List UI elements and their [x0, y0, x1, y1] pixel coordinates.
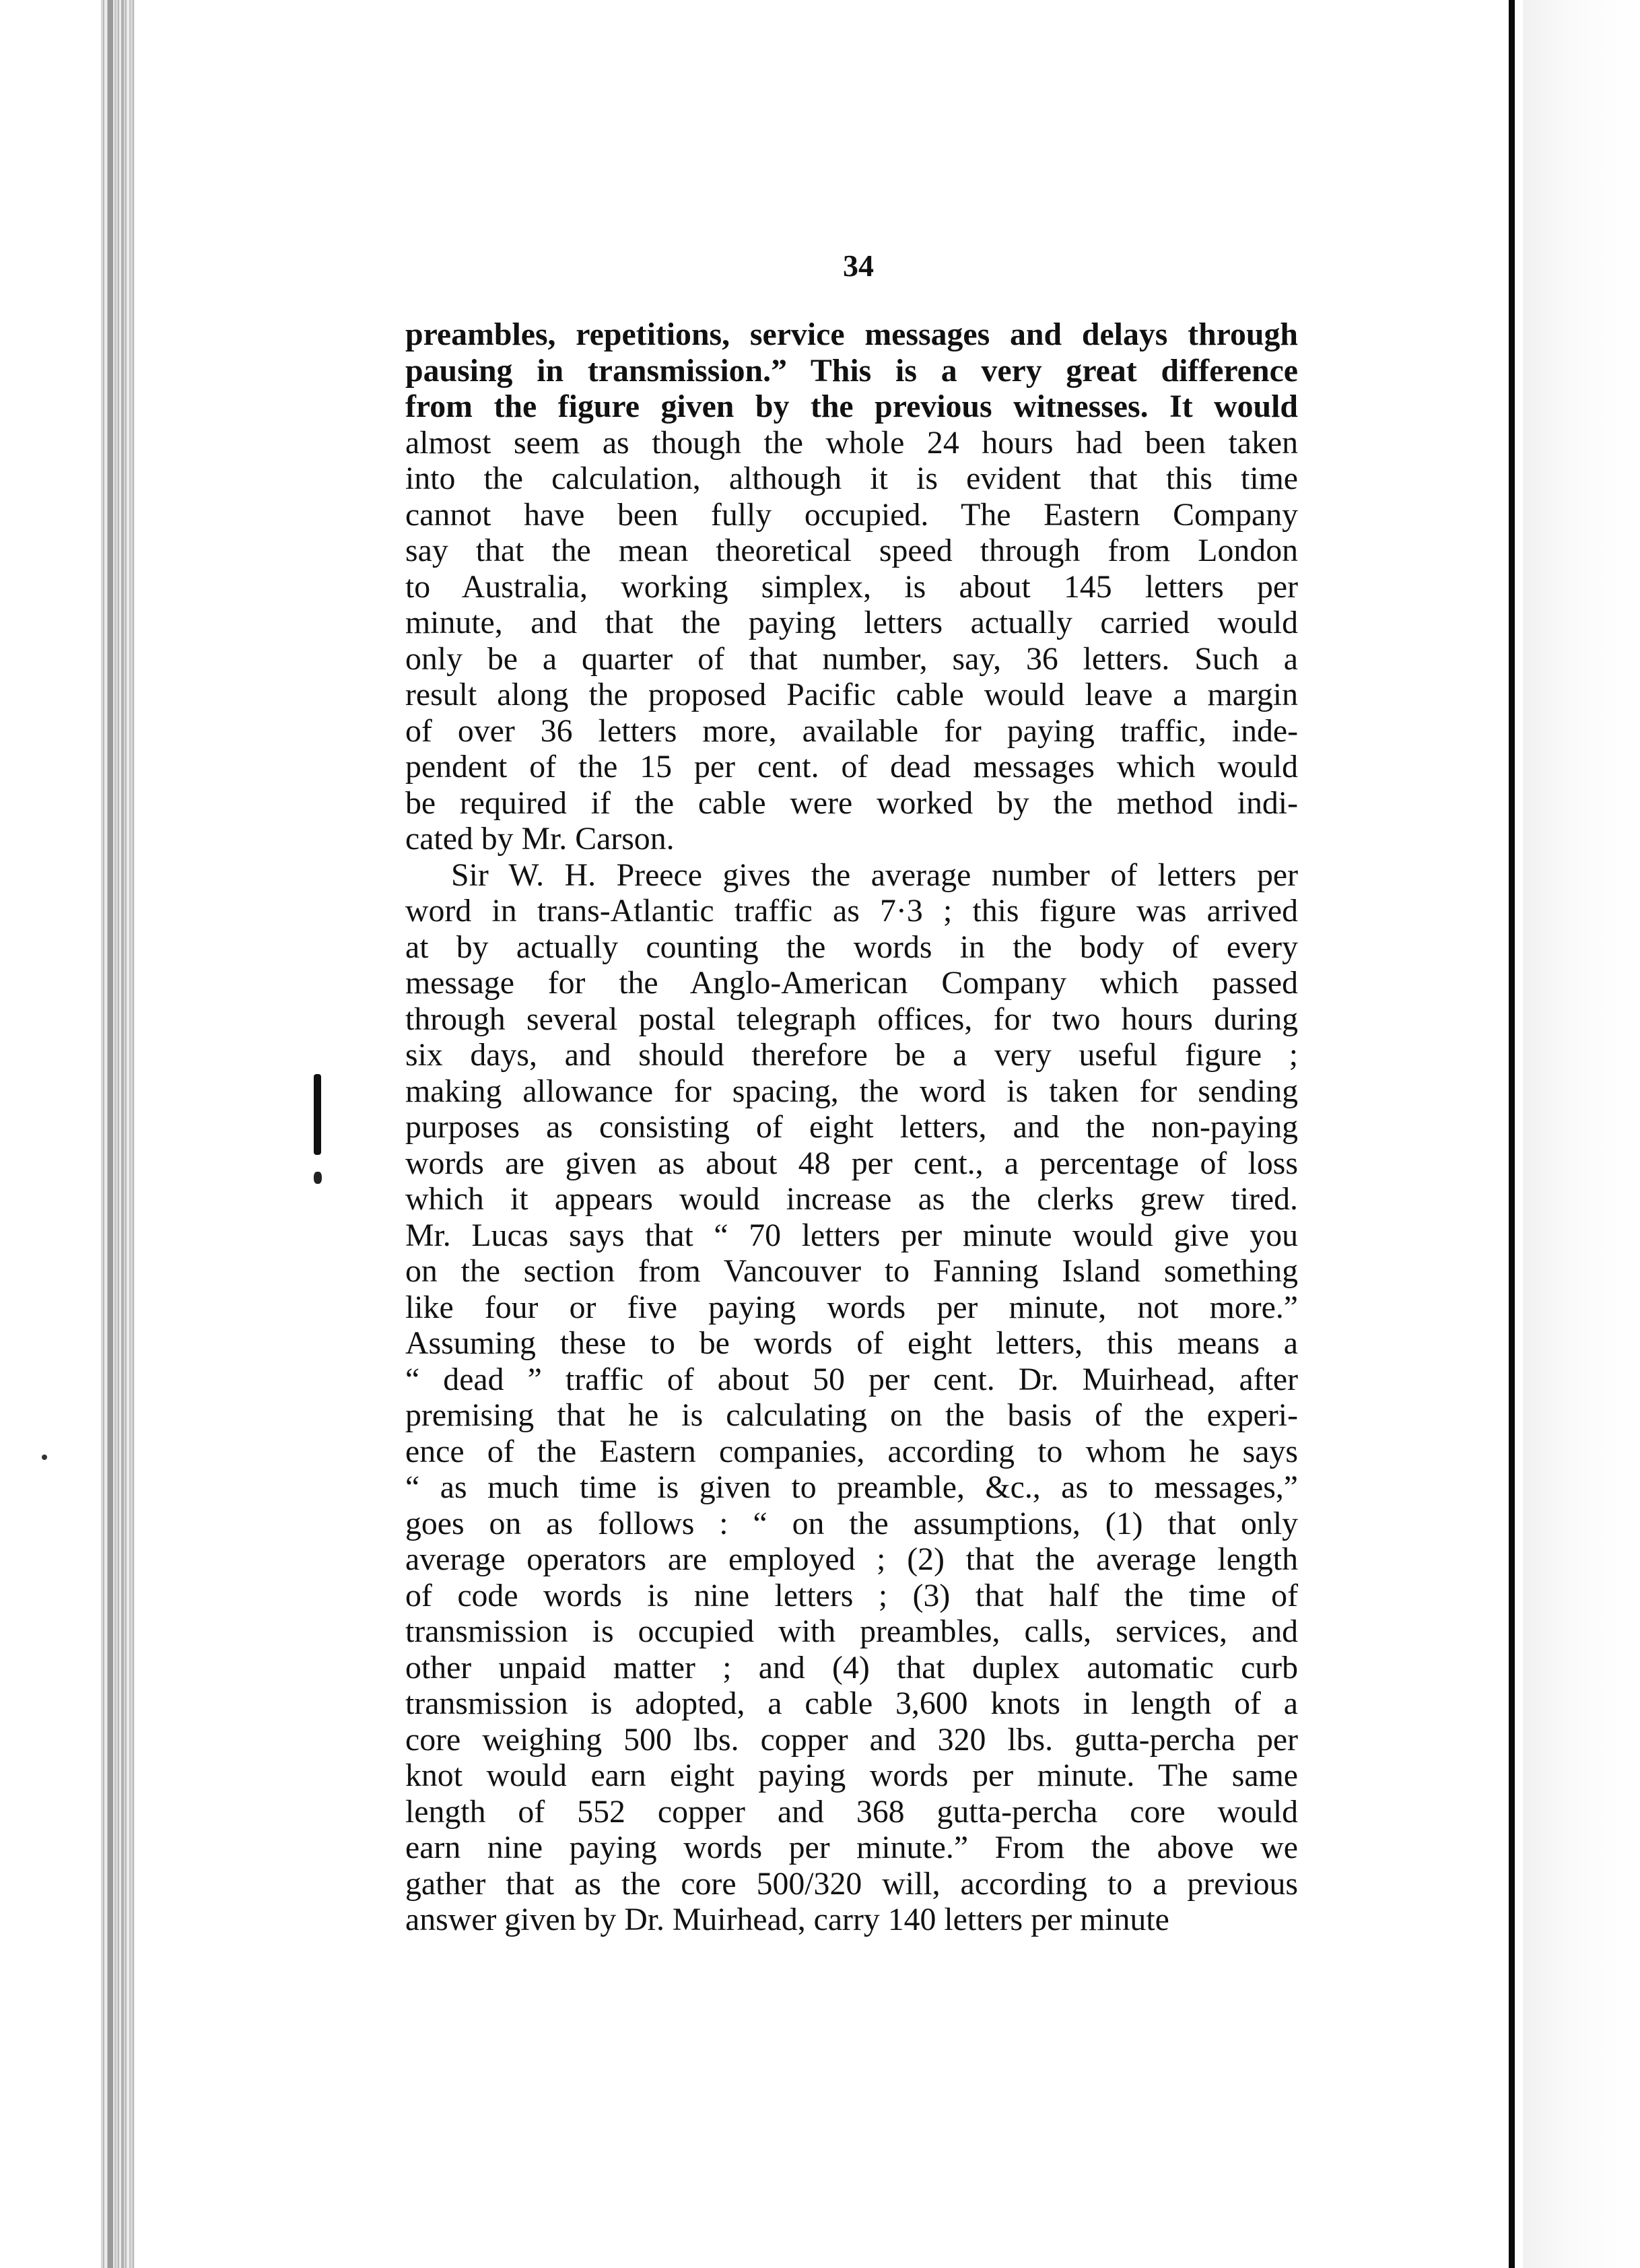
text-line: at by actually counting the words in the body of every	[405, 929, 1298, 965]
text-line: into the calculation, although it is evident that this time	[405, 461, 1298, 496]
text-line: only be a quarter of that number, say, 36 letters. Such a	[405, 640, 1298, 677]
text-line: of over 36 letters more, available for paying traffic, inde-	[405, 712, 1298, 749]
text-line: from the figure given by the previous witnesses. It would	[405, 389, 1298, 424]
margin-mark-dot	[314, 1172, 322, 1184]
margin-mark	[314, 1074, 321, 1155]
text-line: transmission is adopted, a cable 3,600 knots in length of a	[405, 1686, 1298, 1721]
text-line: cated by Mr. Carson.	[405, 821, 675, 857]
text-line: Mr. Lucas says that “ 70 letters per minute would give you	[405, 1217, 1298, 1253]
text-line: minute, and that the paying letters actually carried would	[405, 605, 1298, 640]
text-line: “ as much time is given to preamble, &c., as to messages,”	[405, 1469, 1298, 1505]
text-line: knot would earn eight paying words per minute. The same	[405, 1758, 1298, 1793]
binding-edge	[101, 0, 135, 2268]
text-line: purposes as consisting of eight letters, and the non-paying	[405, 1109, 1298, 1145]
text-line: through several postal telegraph offices, for two hours during	[405, 1001, 1298, 1037]
text-line: almost seem as though the whole 24 hours had been taken	[405, 424, 1298, 461]
text-line: Assuming these to be words of eight letters, this means a	[405, 1325, 1298, 1361]
page-number: 34	[843, 248, 874, 283]
text-line: words are given as about 48 per cent., a percentage of loss	[405, 1145, 1298, 1181]
text-line: pausing in transmission.” This is a very great difference	[405, 352, 1298, 389]
text-line: premising that he is calculating on the basis of the experi-	[405, 1397, 1298, 1433]
text-line: of code words is nine letters ; (3) that half the time of	[405, 1577, 1298, 1613]
text-line: goes on as follows : “ on the assumptions, (1) that only	[405, 1505, 1298, 1541]
text-line: length of 552 copper and 368 gutta-percha core would	[405, 1793, 1298, 1830]
binding-shadow-line-secondary	[121, 0, 124, 2268]
text-line: say that the mean theoretical speed through from London	[405, 533, 1298, 568]
text-line: gather that as the core 500/320 will, according to a previous	[405, 1865, 1298, 1902]
text-line: average operators are employed ; (2) that the average length	[405, 1541, 1298, 1577]
text-line: earn nine paying words per minute.” From the above we	[405, 1830, 1298, 1865]
text-line: like four or five paying words per minute, not more.”	[405, 1289, 1298, 1325]
text-line: making allowance for spacing, the word is taken for sending	[405, 1073, 1298, 1109]
text-line: answer given by Dr. Muirhead, carry 140 letters per minute	[405, 1902, 1169, 1937]
text-line: which it appears would increase as the clerks grew tired.	[405, 1181, 1298, 1217]
text-line: be required if the cable were worked by the method indi-	[405, 785, 1298, 821]
text-line: preambles, repetitions, service messages and delays through	[405, 316, 1298, 352]
facing-page-edge	[1523, 0, 1640, 2268]
text-line: message for the Anglo-American Company which passed	[405, 965, 1298, 1001]
text-line: “ dead ” traffic of about 50 per cent. Dr. Muirhead, after	[405, 1361, 1298, 1397]
text-line: six days, and should therefore be a very useful figure ;	[405, 1037, 1298, 1073]
text-line: pendent of the 15 per cent. of dead messages which would	[405, 749, 1298, 785]
text-line: result along the proposed Pacific cable would leave a margin	[405, 677, 1298, 712]
text-line: ence of the Eastern companies, according to whom he says	[405, 1433, 1298, 1469]
text-line: cannot have been fully occupied. The Eastern Company	[405, 496, 1298, 533]
body-text	[405, 316, 1298, 1938]
binding-shadow-line	[108, 0, 113, 2268]
text-line: core weighing 500 lbs. copper and 320 lbs. gutta-percha per	[405, 1721, 1298, 1758]
page-edge-line	[1509, 0, 1515, 2268]
text-line: word in trans-Atlantic traffic as 7·3 ; this figure was arrived	[405, 893, 1298, 929]
text-line: on the section from Vancouver to Fanning Island something	[405, 1253, 1298, 1289]
text-line: other unpaid matter ; and (4) that duplex automatic curb	[405, 1649, 1298, 1686]
scan-speck	[42, 1455, 47, 1460]
text-line: Sir W. H. Preece gives the average number of letters per	[451, 857, 1298, 893]
text-line: transmission is occupied with preambles, calls, services, and	[405, 1613, 1298, 1649]
text-line: to Australia, working simplex, is about 145 letters per	[405, 568, 1298, 605]
